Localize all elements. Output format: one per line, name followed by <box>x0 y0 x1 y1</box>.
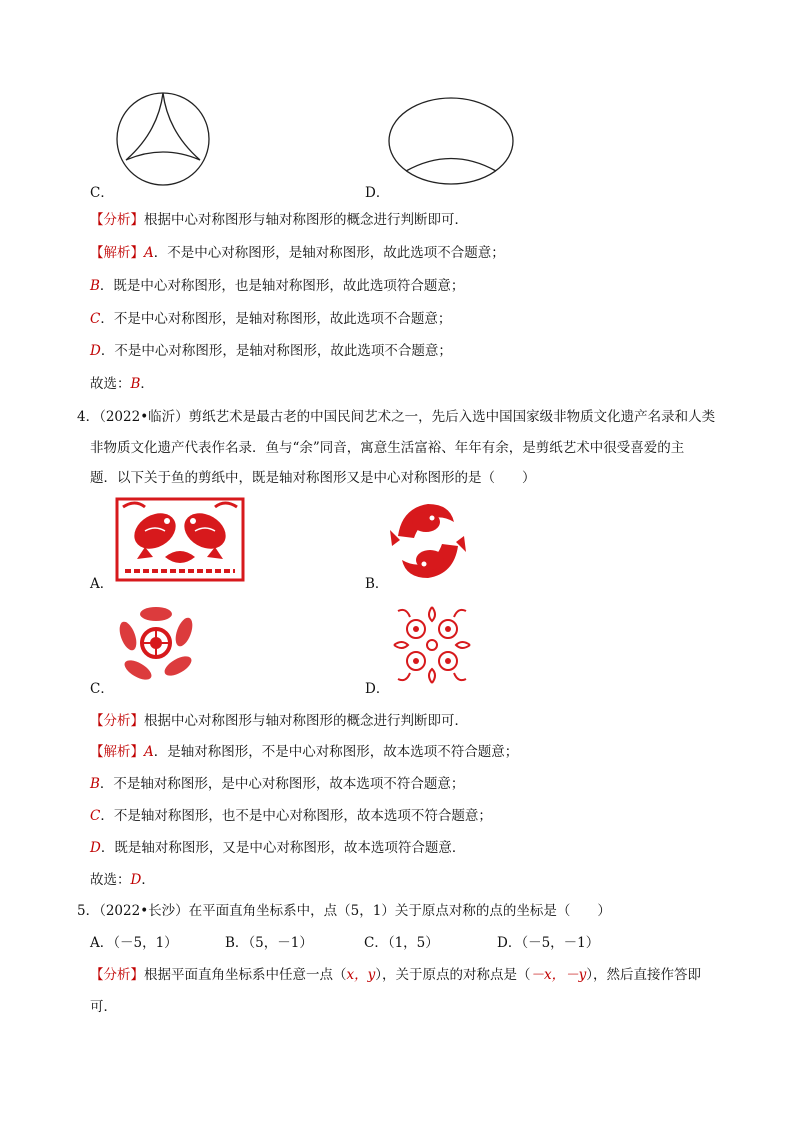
q5-option-a: A．（－5，1） <box>90 935 178 951</box>
q4-stem-line3: 题．以下关于鱼的剪纸中，既是轴对称图形又是中心对称图形的是（ ） <box>90 470 536 486</box>
option-d-label: D． <box>365 185 390 201</box>
q5-analysis-cont: 可． <box>90 999 117 1015</box>
q3-solution-a: 【解析】A．不是中心对称图形，是轴对称图形，故此选项不合题意； <box>90 245 505 261</box>
q4-solution-c: C．不是轴对称图形，也不是中心对称图形，故本选项不符合题意； <box>90 808 492 824</box>
option-c-label: C． <box>90 185 114 201</box>
q4-option-c-label: C． <box>90 681 114 697</box>
q4-solution-d: D．既是轴对称图形，又是中心对称图形，故本选项符合题意． <box>90 840 466 856</box>
q4-analysis: 【分析】根据中心对称图形与轴对称图形的概念进行判断即可． <box>90 713 468 729</box>
q5-stem: 5．（2022•长沙）在平面直角坐标系中，点（5，1）关于原点对称的点的坐标是（ ） <box>77 903 611 919</box>
q4-stem-line1: 4．（2022•临沂）剪纸艺术是最古老的中国民间艺术之一，先后入选中国国家级非物质文化遗产名录和人类 <box>77 409 716 425</box>
q4-answer: 故选：D． <box>90 872 155 888</box>
q4-solution-a: 【解析】A．是轴对称图形，不是中心对称图形，故本选项不符合题意； <box>90 744 519 760</box>
figure-d-ellipse-arc <box>388 98 514 184</box>
q5-option-b: B．（5，－1） <box>225 935 313 951</box>
q4-option-a-label: A． <box>90 576 114 592</box>
papercut-a-two-fish <box>115 497 245 582</box>
q3-analysis: 【分析】根据中心对称图形与轴对称图形的概念进行判断即可． <box>90 212 468 228</box>
q3-solution-b: B．既是中心对称图形，也是轴对称图形，故此选项符合题意； <box>90 278 465 294</box>
q4-solution-b: B．不是轴对称图形，是中心对称图形，故本选项不符合题意； <box>90 776 465 792</box>
analysis-tag: 【分析】 <box>90 212 144 228</box>
solution-tag: 【解析】 <box>90 245 144 261</box>
papercut-b-two-fish-rotated <box>388 500 468 582</box>
papercut-c-circular-fish <box>116 602 196 684</box>
q4-option-d-label: D． <box>365 681 390 697</box>
q3-solution-d: D．不是中心对称图形，是轴对称图形，故此选项不合题意； <box>90 343 452 359</box>
q5-option-d: D．（－5，－1） <box>497 935 600 951</box>
papercut-d-four-fish <box>392 605 472 685</box>
q3-answer: 故选：B． <box>90 376 154 392</box>
q4-option-b-label: B． <box>365 576 389 592</box>
q5-analysis: 【分析】根据平面直角坐标系中任意一点（x，y），关于原点的对称点是（－x，－y），然后直接作答即 <box>90 967 701 983</box>
q4-stem-line2: 非物质文化遗产代表作名录．鱼与“余”同音，寓意生活富裕、年年有余，是剪纸艺术中很受喜爱的主 <box>90 440 685 456</box>
figure-c-circle-triangle <box>116 102 212 174</box>
q5-option-c: C．（1，5） <box>364 935 439 951</box>
q3-solution-c: C．不是中心对称图形，是轴对称图形，故此选项不合题意； <box>90 311 452 327</box>
